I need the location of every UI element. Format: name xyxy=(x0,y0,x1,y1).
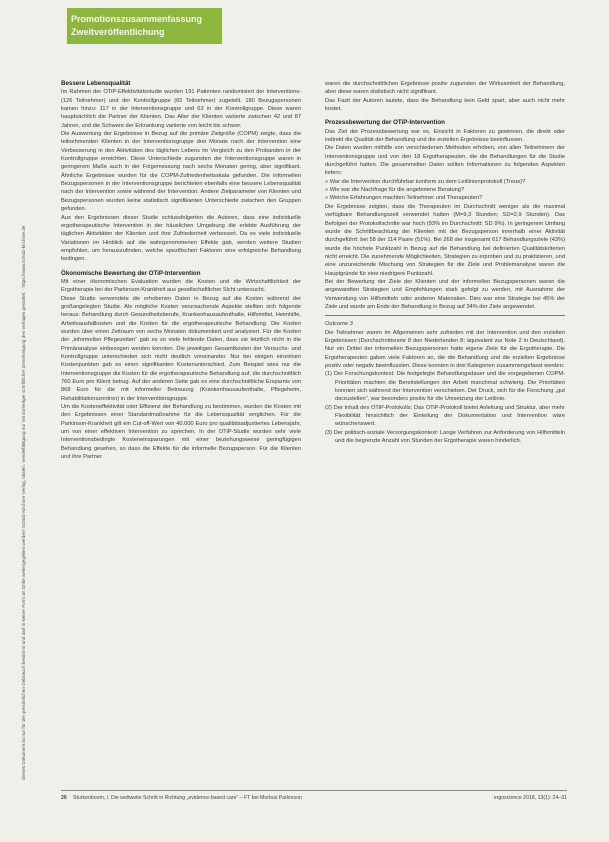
footer-journal: ergoscience 2018, 13(1): 24–31 xyxy=(493,795,567,801)
section-header-box xyxy=(67,8,222,44)
page-number: 26 xyxy=(61,795,67,801)
copyright-side-note: Dieses Dokument ist nur für den persönlichen Gebrauch bestimmt und darf in keiner Form an Dritte weitergegeben werden! Schulz-Kirchner Verlag, Idstein. Vervielfältigung nur mit vorheriger schriftlicher Genehmigung des Verlages gestattet. · https://www.schulz-kirchner.de xyxy=(21,225,26,780)
header-line-2: Zweitveröffentlichung xyxy=(71,27,165,37)
paragraph: Im Rahmen der OTiP-Effektivitätsstudie wurden 191 Patienten randomisiert der Interventions- (126 Teilnehmer) und der Kontrollgruppe (65 Teilnehmer) zugeteilt. 180 Bezugspersonen kamen hinzu: 117 in der Interventionsgruppe und 63 in der Kontrollgruppe. Diese waren hauptsächlich die Partner der Klienten. Das Alter der Klienten variierte zwischen 42 und 87 Jahren, und die Schwere der Erkrankung variierte von leicht bis schwer. xyxy=(61,89,301,129)
footer-citation: Sturkenboom, I. Die weltweite Schritt in Richtung „evidence-based care“ – FT bei Morbus Parkinson xyxy=(73,795,302,801)
paragraph: Diese Studie verwendete die erhobenen Daten in Bezug auf die Kosten während der großangelegten Studie. Als mögliche Kosten verursachende Aspekte stellten sich folgende heraus: Behandlung durch Gesundheitsberufe, Krankenhausaufenthalte, Hilfsmittel, Heimhilfe, Arbeitsausfallkosten und die Kosten für die ergotherapeutische Behandlung. Die Kosten wurden über einen Zeitraum von sechs Monaten dokumentiert und analysiert. Für die Kosten der „informellen Pflegezeiten“ gab es so viele fehlende Daten, dass sie letztlich nicht in die Primäranalyse einbezogen werden konnten. Die jeweiligen Gesamtkosten der Versuchs- und Kontrollgruppe unterschieden sich nicht deutlich voneinander. Nur bei einigen einzelnen Kostenpunkten gab es einen signifikanten Kostenunterschied. Zum Beispiel wies nur die Interventionsgruppe die Kosten für die ergotherapeutische Behandlung auf, die durchschnittlich 760 Euro pro Klient betrug. Auf der anderen Seite gab es eine durchschnittliche Ersparnis von 868 Euro für die mit informeller Betreuung (Krankenhausaufenthalte, Pflegeheim, Rehabilitationszentren) in der Interventionsgruppe. xyxy=(61,295,301,402)
right-column xyxy=(325,80,565,445)
bullet-question: » Welche Erfahrungen machten Teilnehmer und Therapeuten? xyxy=(325,195,483,202)
footer-rule xyxy=(61,790,567,791)
paragraph: Bei der Bewertung der Ziele der Klienten und der informellen Bezugspersonen waren die angewandten Strategien und Empfehlungen stark gefolgt zu werden, mit Ausnahme der Verwendung von Hilfsmitteln oder anderen Materialien. Dies war eine Strategie bei 45% der Ziele und wurde am Ende der Behandlung in Bezug auf 34% der Ziele angewendet. xyxy=(325,278,565,310)
paragraph: Die Teilnehmer waren im Allgemeinen sehr zufrieden mit der Intervention und den erzielten Ergebnissen (Durchschnittsnote 8 den Niederlanden 8; äquivalent zur Note 2 in Deutschland). Nur ein Drittel der informellen Bezugspersonen hatte eigene Ziele für die Ergotherapie. Die Ergotherapeuten gaben viele Faktoren an, die die Behandlung und die erzielten Ergebnisse positiv oder negativ beeinflussten. Diese konnten in drei Kategorien zusammengefasst werden: xyxy=(325,329,565,369)
paragraph: Aus den Ergebnissen dieser Studie schlussfolgerten die Autoren, dass eine individuelle ergotherapeutische Intervention in der häuslichen Umgebung die erlebte Ausführung der täglichen Aktivitäten der Klienten und ihre Zufriedenheit verbessert. Da es viele individuelle Variationen im Hinblick auf die wahrgenommenen Effekte gab, werden weitere Studien empfohlen, um herauszufinden, welche spezifischen Faktoren eine erfolgreiche Behandlung bedingen. xyxy=(61,214,301,263)
box-title: Outcome 3 xyxy=(325,321,353,328)
left-column xyxy=(61,80,301,461)
paragraph: Die Ergebnisse zeigten, dass die Therapeuten im Durchschnitt weniger als die maximal verfügbare Behandlungszeit verwendet hatten (M=9,3 Stunden; SD=2,9 Stunden). Das Befolgen der Protokollschritte war hoch (93% im Durchschnitt; SD 9%). In geringerem Umfang wurde die Schrittbeachtung der Klienten mit der Bezugsperson innerhalb einer Aktivität durchgeführt: bei 58 der 114 Paare (51%). Bei 268 der insgesamt 617 Behandlungsziele (43%) wurde die höchste Punktzahl in Bezug auf die Behandlung bei definierten Qualitätskriterien nicht erreicht. Die zunehmende Möglichkeiten, Strategien zu erproben und zu praktizieren, und eine unzureichende Mischung von Strategien für die Ziele und Problemanalyse waren die Hauptgründe für eine niedrigere Punktzahl. xyxy=(325,203,565,277)
numbered-item: (1) Der Forschungskontext: Die festgelegte Behandlungsdauer und die vorgegebenen COPM-Prioritäten machten die Bereitstellungen der Arbeit manchmal schwierig. Die Prioritäten konnten sich während der Intervention verschieben. Der Druck, sich für die Forschung „gut darzustellen“, war besonders positiv für die Umsetzung der Leitlinie. xyxy=(325,371,565,403)
paragraph: Die Auswertung der Ergebnisse in Bezug auf die primäre Zielgröße (COPM) zeigte, dass die teilnehmenden Klienten in der Interventionsgruppe drei Monate nach der Intervention eine Verbesserung in den Aktivitäten des täglichen Lebens im Vergleich zu den Probanden in der Kontrollgruppe erreichten. Diese Unterschiede zugunsten der Interventionsgruppe waren in geringerem Maße auch in der Folgemessung nach sechs Monaten gering, aber signifikant. Ähnliche Ergebnisse wurden für die COPM-Zufriedenheitsskala gefunden. Die informellen Bezugspersonen in der Interventionsgruppe berichteten ebenfalls eine bessere Lebensqualität nach der Intervention sowie während der Intervention. Andere Zielparameter von Klienten und Bezugspersonen wurden keine statistisch signifikanten Unterschiede zwischen den Gruppen gefunden. xyxy=(61,131,301,213)
bullet-question: » Wie war die Nachfrage für die angebotene Beratung? xyxy=(325,187,465,194)
paragraph: Um die Kosteneffektivität oder Effizienz der Behandlung zu bestimmen, wurden die Kosten mit den Ergebnissen einer Standardmaßnahme für die Lebensqualität verglichen. Für die Parkinson-Krankheit gilt ein Cut-off-Wert von 40.000 Euro pro qualitätsadjustiertes Lebensjahr, um von einer effektiven Intervention zu sprechen. In der OTiP-Studie wurden sehr viele Interventionsbedingte Kosteneinsparungen mit einer beziehungsweise geringfügigen Behandlung gesehen, so dass die Effekte für die informelle Bezugsperson. Für die Klienten und ihre Partner xyxy=(61,404,301,461)
numbered-item: (2) Der Inhalt des OTiP-Protokolls: Das OTiP-Protokoll bietet Anleitung und Struktur, aber mehr Flexibilität hinsichtlich der Einteilung der Dokumentation und Intervention wäre wünschenswert. xyxy=(325,404,565,428)
paragraph: Das Fazit der Autoren lautete, dass die Behandlung kein Geld spart, aber auch nicht mehr kostet. xyxy=(325,97,565,113)
paragraph: waren die durchschnittlichen Ergebnisse positiv zugunsten der Wirksamkeit der Behandlung, aber diese waren statistisch nicht signifikant. xyxy=(325,81,565,96)
paragraph: Die Daten wurden mithilfe von verschiedenen Methoden erhoben, von allen Teilnehmern der Interventionsgruppe und von den 18 Ergotherapeuten, die die Behandlungen für die Studie durchgeführt hatten. Die gesammelten Daten sollten Informationen zu folgenden Aspekten liefern: xyxy=(325,145,565,177)
bullet-question: » War die Intervention durchführbar konform zu dem Leitlinienprotokoll (Treue)? xyxy=(325,178,526,185)
paragraph: Das Ziel der Prozessbewertung war es, Einsicht in Faktoren zu gewinnen, die direkt oder indirekt die Qualität der Behandlung und die erzielten Ergebnisse beeinflussen. xyxy=(325,128,565,144)
numbered-item: (3) Der politisch-soziale Versorgungskontext: Lange Verfahren zur Anforderung von Hilfsmitteln und die begrenzte Anzahl von Stunden der Ergotherapie waren hinderlich. xyxy=(325,429,565,445)
heading-quality: Bessere Lebensqualität xyxy=(61,80,131,87)
heading-economic: Ökonomische Bewertung der OTiP-Intervention xyxy=(61,269,201,277)
heading-process: Prozessbewertung der OTiP-Intervention xyxy=(325,119,445,127)
page-footer xyxy=(61,795,567,805)
paragraph: Mit einer ökonomischen Evaluation wurden die Kosten und die Wirtschaftlichkeit der Ergotherapie bei der Parkinson-Krankheit aus gesellschaftlicher Sicht untersucht. xyxy=(61,278,301,294)
divider xyxy=(325,315,565,316)
header-line-1: Promotionszusammenfassung xyxy=(71,14,203,24)
